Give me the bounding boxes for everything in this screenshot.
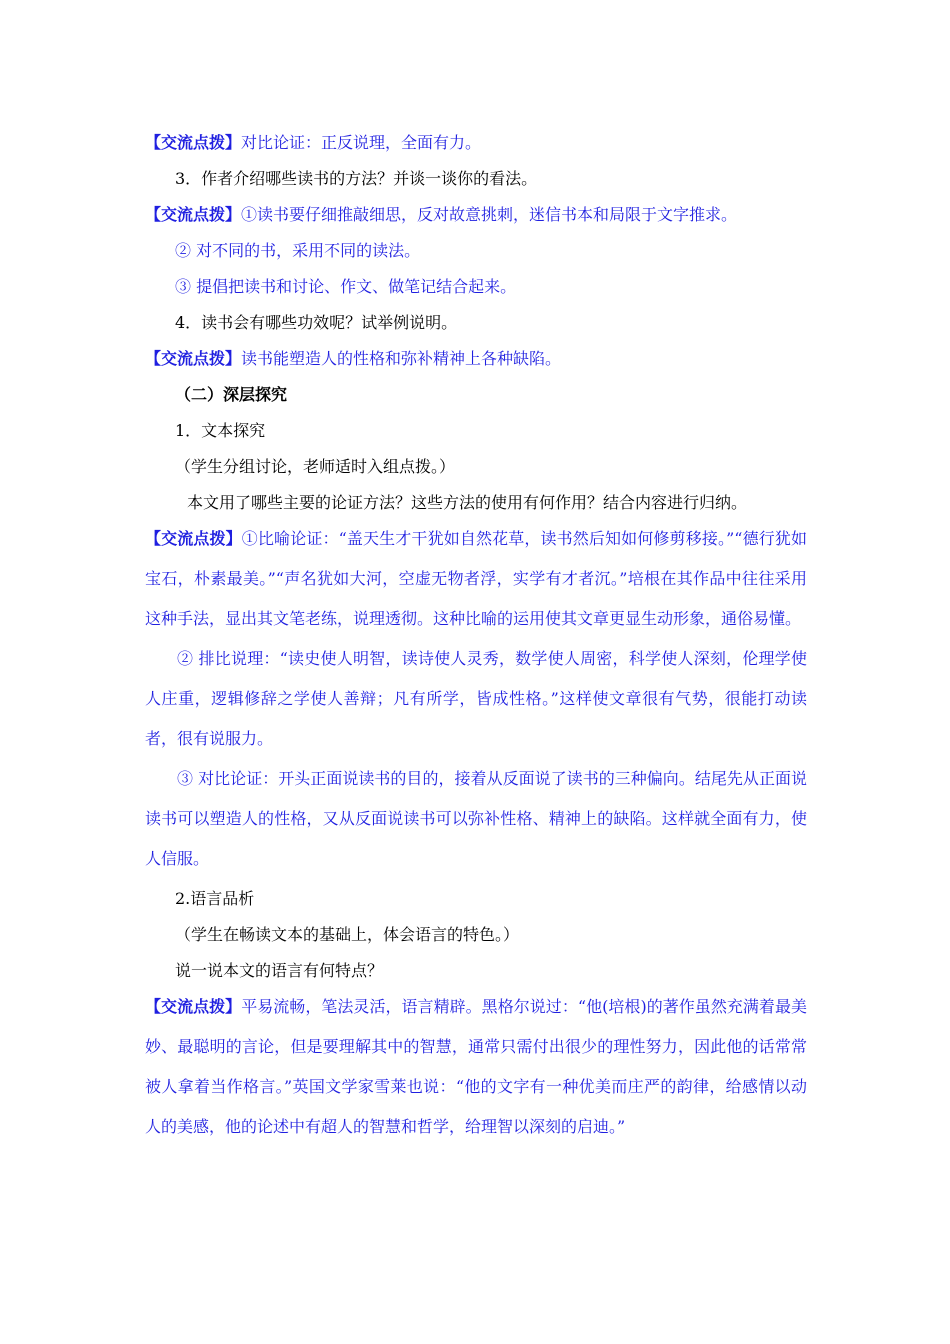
answer-line-7 bbox=[145, 339, 807, 375]
section-title: （二）深层探究 bbox=[175, 384, 288, 404]
instruction-1 bbox=[145, 447, 807, 483]
subsection-2 bbox=[145, 879, 807, 915]
instruction-text: （学生分组讨论，老师适时入组点拨。） bbox=[175, 456, 456, 476]
answer-text: 读书能塑造人的性格和弥补精神上各种缺陷。 bbox=[241, 348, 562, 368]
question-text: 本文用了哪些主要的论证方法？这些方法的使用有何作用？结合内容进行归纳。 bbox=[187, 492, 748, 512]
answer-line-4 bbox=[145, 231, 807, 267]
question-language bbox=[145, 951, 807, 987]
subsection-1 bbox=[145, 411, 807, 447]
answer-line-3 bbox=[145, 195, 807, 231]
subsection-title: 1．文本探究 bbox=[175, 420, 266, 440]
instruction-text: （学生在畅读文本的基础上，体会语言的特色。） bbox=[175, 924, 520, 944]
question-3 bbox=[145, 159, 807, 195]
question-text: 说一说本文的语言有何特点？ bbox=[175, 960, 384, 980]
answer-text: ①比喻论证：“盖天生才干犹如自然花草，读书然后知如何修剪移接。”“德行犹如宝石，朴素最美。”“声名犹如大河，空虚无物者浮，实学有才者沉。”培根在其作品中往往采用这种手法，显出其文笔老练，说理透彻。这种比喻的运用使其文章更显生动形象，通俗易懂。 bbox=[145, 529, 807, 628]
answer-text: ①读书要仔细推敲细思，反对故意挑刺，迷信书本和局限于文字推求。 bbox=[241, 204, 738, 224]
answer-text: 对比论证：正反说理，全面有力。 bbox=[241, 132, 482, 152]
answer-text: ③ 对比论证：开头正面说读书的目的，接着从反面说了读书的三种偏向。结尾先从正面说读书可以塑造人的性格，又从反面说读书可以弥补性格、精神上的缺陷。这样就全面有力，使人信服。 bbox=[145, 769, 807, 868]
question-4 bbox=[145, 303, 807, 339]
answer-paragraph-4 bbox=[145, 987, 807, 1147]
exchange-tag: 【交流点拨】 bbox=[145, 529, 242, 548]
question-methods bbox=[145, 483, 807, 519]
document-page bbox=[145, 123, 807, 1147]
subsection-title: 2.语言品析 bbox=[175, 888, 255, 908]
answer-text: ② 对不同的书，采用不同的读法。 bbox=[175, 240, 421, 260]
instruction-2 bbox=[145, 915, 807, 951]
answer-line-5 bbox=[145, 267, 807, 303]
answer-paragraph-1 bbox=[145, 519, 807, 639]
answer-paragraph-3 bbox=[145, 759, 807, 879]
answer-text: 平易流畅，笔法灵活，语言精辟。黑格尔说过：“他(培根)的著作虽然充满着最美妙、最聪明的言论，但是要理解其中的智慧，通常只需付出很少的理性努力，因此他的话常常被人拿着当作格言。”英国文学家雪莱也说：“他的文字有一种优美而庄严的韵律，给感情以动人的美感，他的论述中有超人的智慧和哲学，给理智以深刻的启迪。” bbox=[145, 997, 807, 1136]
answer-text: ② 排比说理：“读史使人明智，读诗使人灵秀，数学使人周密，科学使人深刻，伦理学使人庄重，逻辑修辞之学使人善辩；凡有所学，皆成性格。”这样使文章很有气势，很能打动读者，很有说服力。 bbox=[145, 649, 807, 748]
answer-paragraph-2 bbox=[145, 639, 807, 759]
exchange-tag: 【交流点拨】 bbox=[145, 348, 242, 368]
answer-text: ③ 提倡把读书和讨论、作文、做笔记结合起来。 bbox=[175, 276, 517, 296]
question-text: 4．读书会有哪些功效呢？试举例说明。 bbox=[175, 312, 458, 332]
exchange-tag: 【交流点拨】 bbox=[145, 132, 242, 152]
question-text: 3．作者介绍哪些读书的方法？并谈一谈你的看法。 bbox=[175, 168, 538, 188]
section-heading bbox=[145, 375, 807, 411]
exchange-tag: 【交流点拨】 bbox=[145, 204, 242, 224]
exchange-tag: 【交流点拨】 bbox=[145, 997, 242, 1016]
answer-line-1 bbox=[145, 123, 807, 159]
